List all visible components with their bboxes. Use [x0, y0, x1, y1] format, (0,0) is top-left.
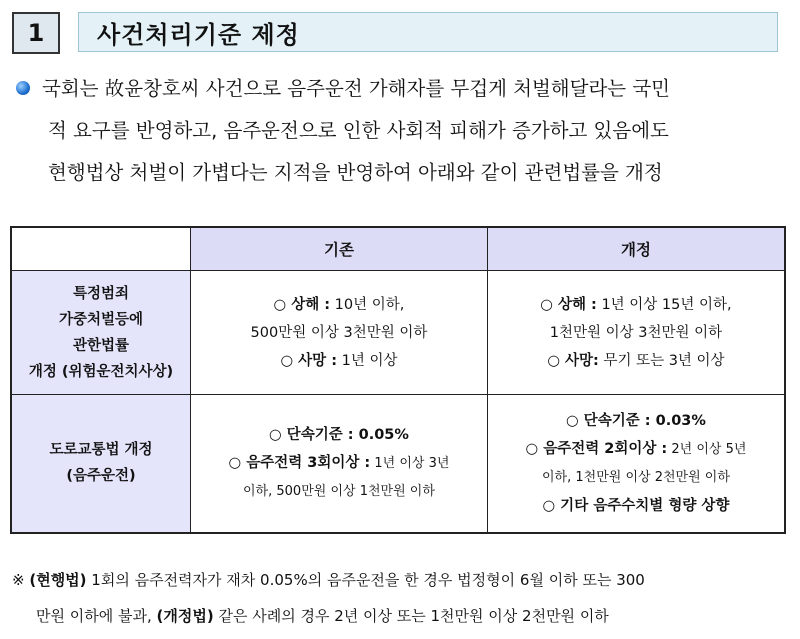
intro-line-2: 적 요구를 반영하고, 음주운전으로 인한 사회적 피해가 증가하고 있음에도 — [48, 119, 669, 142]
bullet-icon — [16, 81, 30, 95]
section-title: 사건처리기준 제정 — [78, 12, 778, 52]
row-header-road-traffic: 도로교통법 개정 (음주운전) — [11, 395, 191, 533]
cell-revised-drunk-driving: ○ 단속기준 : 0.03% ○ 음주전력 2회이상 : 2년 이상 5년 이하, 1천만원 이상 2천만원 이하 ○ 기타 음주수치별 형량 상향 — [487, 395, 785, 533]
row-header-special-crimes: 특정범죄 가중처벌등에 관한법률 개정 (위험운전치사상) — [11, 271, 191, 395]
table-row — [11, 395, 785, 533]
footnote-line-1: ※ (현행법) 1회의 음주전력자가 재차 0.05%의 음주운전을 한 경우 법정형이 6월 이하 또는 300 — [12, 571, 645, 589]
intro-line-1: 국회는 故윤창호씨 사건으로 음주운전 가해자를 무겁게 처벌해달라는 국민 — [16, 68, 796, 110]
intro-line-3: 현행법상 처벌이 가볍다는 지적을 반영하여 아래와 같이 관련법률을 개정 — [48, 161, 663, 184]
cell-existing-drunk-driving: ○ 단속기준 : 0.05% ○ 음주전력 3회이상 : 1년 이상 3년 이하, 500만원 이상 1천만원 이하 — [191, 395, 488, 533]
section-number: 1 — [12, 12, 60, 54]
section-header — [12, 12, 778, 54]
footnote-line-2: 만원 이하에 불과, (개정법) 같은 사례의 경우 2년 이상 또는 1천만원 이상 2천만원 이하 — [36, 607, 609, 625]
comparison-table — [10, 226, 786, 534]
column-header-existing: 기존 — [191, 227, 488, 271]
column-header-revised: 개정 — [487, 227, 785, 271]
table-corner-cell — [11, 227, 191, 271]
cell-revised-penalty: ○ 상해 : 1년 이상 15년 이하, 1천만원 이상 3천만원 이하 ○ 사망: 무기 또는 3년 이상 — [487, 271, 785, 395]
footnote — [12, 562, 792, 634]
table-row — [11, 271, 785, 395]
cell-existing-penalty: ○ 상해 : 10년 이하, 500만원 이상 3천만원 이하 ○ 사망 : 1년 이상 — [191, 271, 488, 395]
table-header-row — [11, 227, 785, 271]
intro-paragraph — [16, 68, 796, 194]
